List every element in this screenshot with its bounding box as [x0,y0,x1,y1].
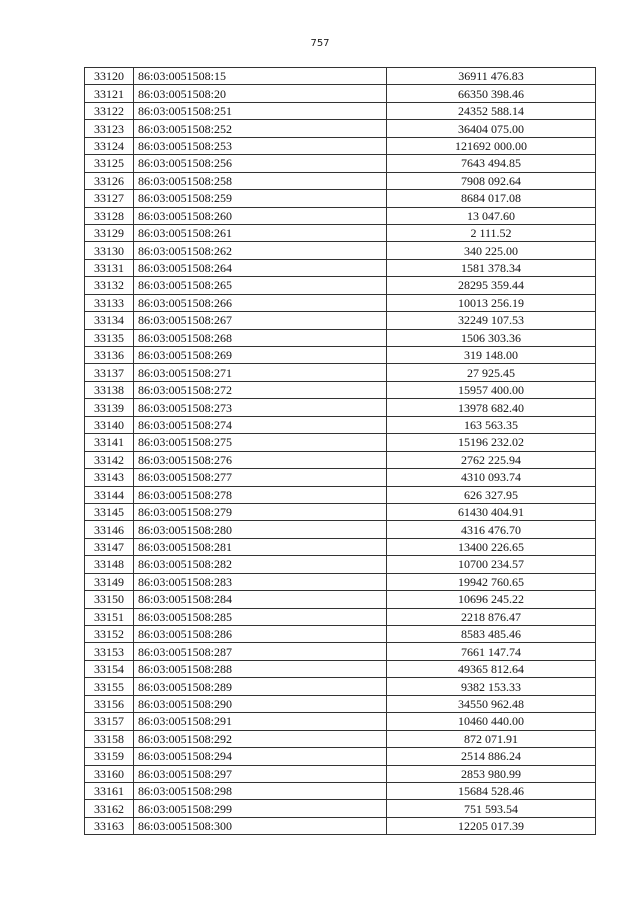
table-row [85,695,596,712]
row-number-cell: 33146 [85,521,134,538]
value-cell: 24352 588.14 [387,102,596,119]
row-number-cell: 33134 [85,312,134,329]
cadastral-number-cell: 86:03:0051508:277 [134,469,387,486]
table-row [85,451,596,468]
cadastral-number-cell: 86:03:0051508:287 [134,643,387,660]
cadastral-number-cell: 86:03:0051508:288 [134,660,387,677]
cadastral-number-cell: 86:03:0051508:285 [134,608,387,625]
cadastral-number-cell: 86:03:0051508:275 [134,434,387,451]
table-row [85,190,596,207]
table-row [85,120,596,137]
row-number-cell: 33141 [85,434,134,451]
table-row [85,207,596,224]
table-row [85,364,596,381]
row-number-cell: 33153 [85,643,134,660]
table-row [85,312,596,329]
cadastral-number-cell: 86:03:0051508:291 [134,713,387,730]
table-row [85,538,596,555]
table-row [85,469,596,486]
value-cell: 66350 398.46 [387,85,596,102]
value-cell: 49365 812.64 [387,660,596,677]
table-row [85,626,596,643]
cadastral-number-cell: 86:03:0051508:268 [134,329,387,346]
row-number-cell: 33131 [85,259,134,276]
row-number-cell: 33151 [85,608,134,625]
value-cell: 8583 485.46 [387,626,596,643]
value-cell: 319 148.00 [387,347,596,364]
value-cell: 7643 494.85 [387,155,596,172]
value-cell: 13400 226.65 [387,538,596,555]
table-row [85,137,596,154]
row-number-cell: 33132 [85,277,134,294]
row-number-cell: 33161 [85,782,134,799]
row-number-cell: 33133 [85,294,134,311]
value-cell: 34550 962.48 [387,695,596,712]
row-number-cell: 33129 [85,224,134,241]
value-cell: 121692 000.00 [387,137,596,154]
cadastral-number-cell: 86:03:0051508:292 [134,730,387,747]
row-number-cell: 33120 [85,68,134,85]
cadastral-number-cell: 86:03:0051508:253 [134,137,387,154]
value-cell: 2514 886.24 [387,748,596,765]
value-cell: 4310 093.74 [387,469,596,486]
table-row [85,678,596,695]
cadastral-number-cell: 86:03:0051508:274 [134,416,387,433]
row-number-cell: 33128 [85,207,134,224]
row-number-cell: 33159 [85,748,134,765]
table-row [85,713,596,730]
row-number-cell: 33147 [85,538,134,555]
row-number-cell: 33124 [85,137,134,154]
table-row [85,399,596,416]
value-cell: 2 111.52 [387,224,596,241]
cadastral-number-cell: 86:03:0051508:294 [134,748,387,765]
table-row [85,68,596,85]
value-cell: 7661 147.74 [387,643,596,660]
value-cell: 872 071.91 [387,730,596,747]
cadastral-number-cell: 86:03:0051508:284 [134,591,387,608]
value-cell: 1581 378.34 [387,259,596,276]
page-number: 757 [310,38,330,49]
table-row [85,556,596,573]
cadastral-number-cell: 86:03:0051508:299 [134,800,387,817]
row-number-cell: 33157 [85,713,134,730]
cadastral-number-cell: 86:03:0051508:272 [134,381,387,398]
cadastral-number-cell: 86:03:0051508:260 [134,207,387,224]
cadastral-number-cell: 86:03:0051508:278 [134,486,387,503]
cadastral-number-cell: 86:03:0051508:283 [134,573,387,590]
value-cell: 10460 440.00 [387,713,596,730]
value-cell: 32249 107.53 [387,312,596,329]
value-cell: 7908 092.64 [387,172,596,189]
table-row [85,608,596,625]
table-row [85,381,596,398]
row-number-cell: 33138 [85,381,134,398]
table-row [85,730,596,747]
table-row [85,347,596,364]
value-cell: 15684 528.46 [387,782,596,799]
row-number-cell: 33160 [85,765,134,782]
value-cell: 28295 359.44 [387,277,596,294]
row-number-cell: 33123 [85,120,134,137]
table-body [85,68,596,835]
cadastral-number-cell: 86:03:0051508:20 [134,85,387,102]
value-cell: 36911 476.83 [387,68,596,85]
value-cell: 10696 245.22 [387,591,596,608]
value-cell: 15957 400.00 [387,381,596,398]
cadastral-number-cell: 86:03:0051508:286 [134,626,387,643]
cadastral-number-cell: 86:03:0051508:267 [134,312,387,329]
value-cell: 340 225.00 [387,242,596,259]
row-number-cell: 33149 [85,573,134,590]
value-cell: 626 327.95 [387,486,596,503]
cadastral-number-cell: 86:03:0051508:262 [134,242,387,259]
table-row [85,172,596,189]
cadastral-number-cell: 86:03:0051508:264 [134,259,387,276]
value-cell: 61430 404.91 [387,503,596,520]
table-row [85,242,596,259]
table-row [85,765,596,782]
value-cell: 8684 017.08 [387,190,596,207]
table-row [85,643,596,660]
cadastral-number-cell: 86:03:0051508:297 [134,765,387,782]
row-number-cell: 33126 [85,172,134,189]
value-cell: 15196 232.02 [387,434,596,451]
value-cell: 751 593.54 [387,800,596,817]
value-cell: 13978 682.40 [387,399,596,416]
table-row [85,486,596,503]
row-number-cell: 33121 [85,85,134,102]
row-number-cell: 33150 [85,591,134,608]
cadastral-number-cell: 86:03:0051508:259 [134,190,387,207]
cadastral-number-cell: 86:03:0051508:280 [134,521,387,538]
row-number-cell: 33137 [85,364,134,381]
cadastral-number-cell: 86:03:0051508:282 [134,556,387,573]
row-number-cell: 33130 [85,242,134,259]
cadastral-number-cell: 86:03:0051508:300 [134,817,387,834]
cadastral-number-cell: 86:03:0051508:256 [134,155,387,172]
table-row [85,155,596,172]
table-row [85,102,596,119]
table-row [85,294,596,311]
row-number-cell: 33135 [85,329,134,346]
table-row [85,573,596,590]
row-number-cell: 33122 [85,102,134,119]
value-cell: 19942 760.65 [387,573,596,590]
cadastre-table [84,67,596,835]
value-cell: 36404 075.00 [387,120,596,137]
table-row [85,224,596,241]
value-cell: 2218 876.47 [387,608,596,625]
table-row [85,591,596,608]
cadastral-number-cell: 86:03:0051508:273 [134,399,387,416]
cadastral-number-cell: 86:03:0051508:258 [134,172,387,189]
cadastral-number-cell: 86:03:0051508:289 [134,678,387,695]
value-cell: 1506 303.36 [387,329,596,346]
row-number-cell: 33163 [85,817,134,834]
value-cell: 9382 153.33 [387,678,596,695]
table-row [85,782,596,799]
row-number-cell: 33154 [85,660,134,677]
table-row [85,748,596,765]
row-number-cell: 33142 [85,451,134,468]
cadastral-number-cell: 86:03:0051508:271 [134,364,387,381]
cadastral-number-cell: 86:03:0051508:298 [134,782,387,799]
table-row [85,434,596,451]
cadastral-number-cell: 86:03:0051508:252 [134,120,387,137]
row-number-cell: 33156 [85,695,134,712]
value-cell: 4316 476.70 [387,521,596,538]
cadastral-number-cell: 86:03:0051508:290 [134,695,387,712]
cadastral-number-cell: 86:03:0051508:251 [134,102,387,119]
row-number-cell: 33158 [85,730,134,747]
cadastral-number-cell: 86:03:0051508:266 [134,294,387,311]
table-row [85,503,596,520]
table-row [85,85,596,102]
row-number-cell: 33125 [85,155,134,172]
table-row [85,259,596,276]
value-cell: 2853 980.99 [387,765,596,782]
row-number-cell: 33144 [85,486,134,503]
table-row [85,416,596,433]
row-number-cell: 33136 [85,347,134,364]
cadastral-number-cell: 86:03:0051508:269 [134,347,387,364]
value-cell: 163 563.35 [387,416,596,433]
table-row [85,660,596,677]
cadastral-number-cell: 86:03:0051508:15 [134,68,387,85]
value-cell: 12205 017.39 [387,817,596,834]
row-number-cell: 33162 [85,800,134,817]
table-row [85,800,596,817]
cadastral-number-cell: 86:03:0051508:281 [134,538,387,555]
table-row [85,329,596,346]
cadastral-number-cell: 86:03:0051508:276 [134,451,387,468]
row-number-cell: 33155 [85,678,134,695]
row-number-cell: 33140 [85,416,134,433]
table-row [85,277,596,294]
cadastral-number-cell: 86:03:0051508:261 [134,224,387,241]
row-number-cell: 33139 [85,399,134,416]
row-number-cell: 33143 [85,469,134,486]
row-number-cell: 33152 [85,626,134,643]
value-cell: 10700 234.57 [387,556,596,573]
cadastral-number-cell: 86:03:0051508:279 [134,503,387,520]
value-cell: 2762 225.94 [387,451,596,468]
value-cell: 13 047.60 [387,207,596,224]
row-number-cell: 33148 [85,556,134,573]
table-row [85,521,596,538]
cadastral-number-cell: 86:03:0051508:265 [134,277,387,294]
value-cell: 10013 256.19 [387,294,596,311]
row-number-cell: 33127 [85,190,134,207]
row-number-cell: 33145 [85,503,134,520]
value-cell: 27 925.45 [387,364,596,381]
table-row [85,817,596,834]
